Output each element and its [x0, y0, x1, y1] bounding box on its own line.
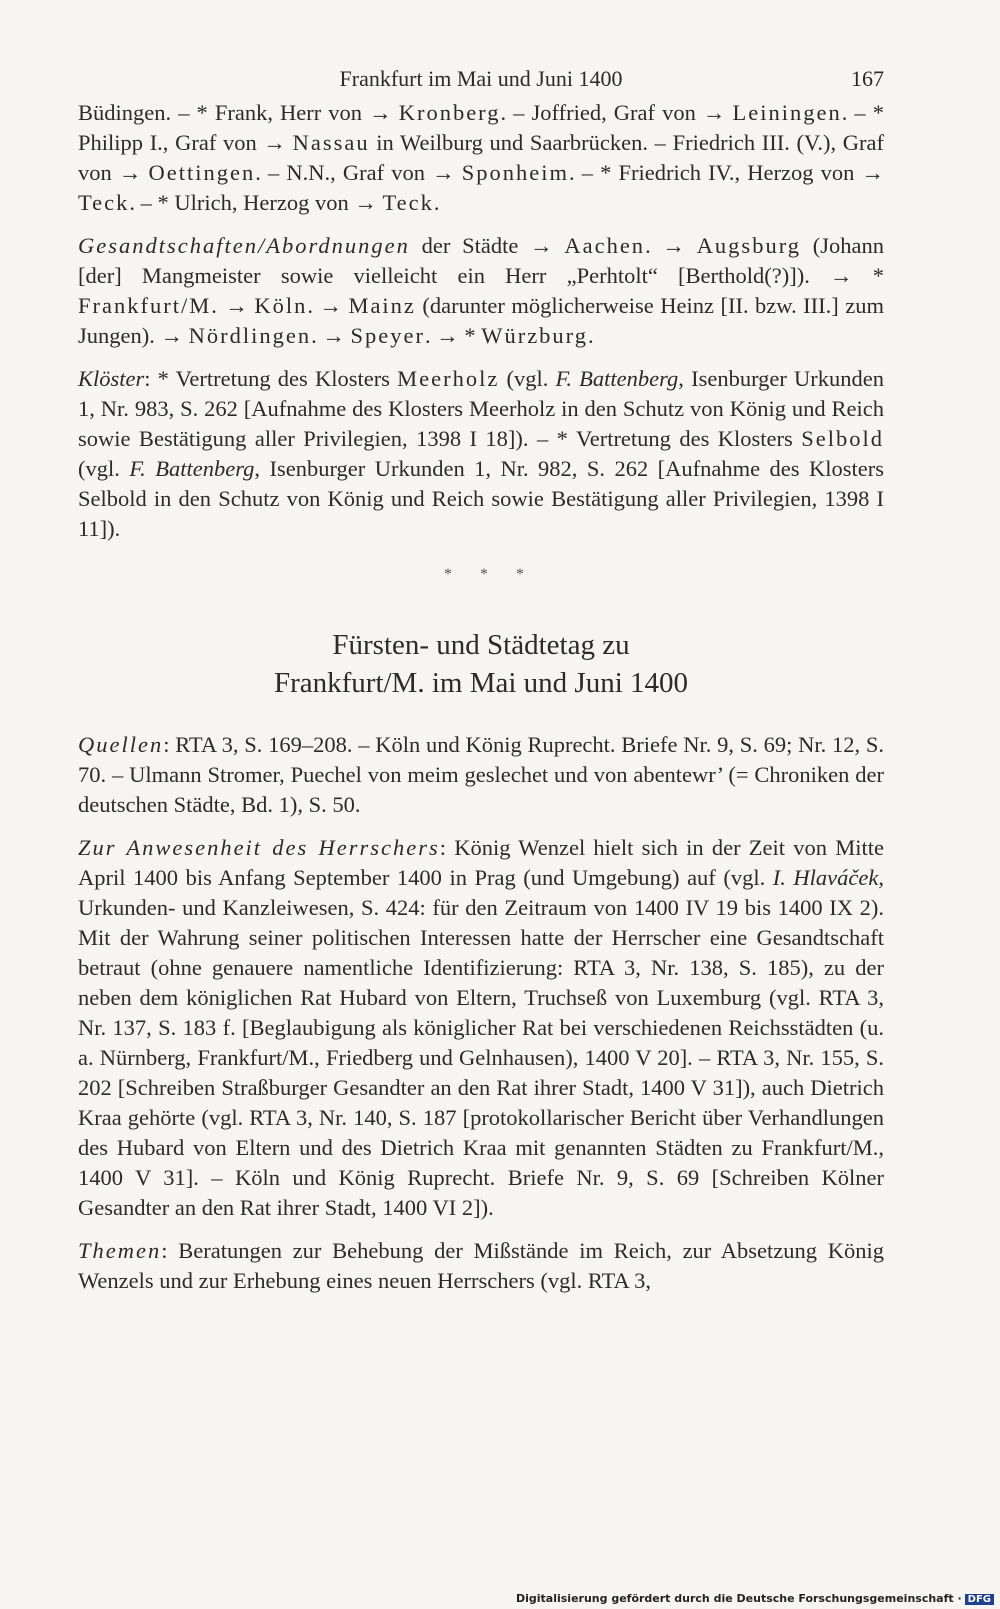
place-name: Nassau	[292, 130, 370, 155]
place-name: Aachen	[564, 233, 646, 258]
place-name: Teck	[78, 190, 130, 215]
place-name: Sponheim	[461, 160, 569, 185]
author-name: F. Battenberg	[555, 366, 679, 391]
place-name: Augsburg	[696, 233, 802, 258]
section-separator: * * *	[444, 566, 536, 583]
paragraph-label: Klöster	[78, 366, 145, 391]
paragraph-sources: Quellen: RTA 3, S. 169–208. – Köln und König Ruprecht. Briefe Nr. 9, S. 69; Nr. 12, S. 70. – Ulmann Stromer, Puechel von meim geslechet und von abentewr’ (= Chroniken der deutschen Städte, Bd. 1), S. 50.	[78, 732, 884, 817]
place-name: Leiningen	[732, 100, 842, 125]
paragraph-persons: Büdingen. – * Frank, Herr von → Kronberg. – Joffried, Graf von → Leiningen. – * Philipp I., Graf von → Nassau in Weilburg und Saarbrücken. – Friedrich III. (V.), Graf von → Oettingen. – N.N., Graf von → Sponheim. – * Friedrich IV., Herzog von → Teck. – * Ulrich, Herzog von → Teck.	[78, 100, 885, 215]
paragraph-label: Quellen	[78, 732, 164, 757]
dfg-logo: DFG	[965, 1594, 994, 1605]
place-name: Köln	[254, 293, 308, 318]
paragraph-label: Themen	[78, 1238, 162, 1263]
place-name: Nördlingen	[188, 323, 312, 348]
place-name: Oettingen	[148, 160, 256, 185]
paragraph-label: Gesandtschaften/Abordnungen	[78, 233, 410, 258]
place-name: Mainz	[348, 293, 416, 318]
place-name: Selbold	[801, 426, 884, 451]
paragraph-topics: Themen: Beratungen zur Behebung der Mißstände im Reich, zur Absetzung König Wenzels und zur Erhebung eines neuen Herrschers (vgl. RTA 3,	[78, 1238, 884, 1293]
place-name: Teck	[382, 190, 434, 215]
author-name: F. Battenberg	[129, 456, 255, 481]
digitization-credit	[516, 1592, 994, 1605]
paragraph-label: Zur Anwesenheit des Herrschers	[78, 835, 440, 860]
paragraph-monasteries: Klöster: * Vertretung des Klosters Meerholz (vgl. F. Battenberg, Isenburger Urkunden 1, Nr. 983, S. 262 [Aufnahme des Klosters Meerholz in den Schutz von König und Reich sowie Bestätigung aller Privilegien, 1398 I 18]). – * Vertretung des Klosters Selbold (vgl. F. Battenberg, Isenburger Urkunden 1, Nr. 982, S. 262 [Aufnahme des Klosters Selbold in den Schutz von König und Reich sowie Bestätigung aller Privilegien, 1398 I 11]).	[78, 366, 885, 541]
page-header	[78, 58, 884, 98]
paragraph-ruler-presence: Zur Anwesenheit des Herrschers: König Wenzel hielt sich in der Zeit von Mitte April 1400 bis Anfang September 1400 in Prag (und Umgebung) auf (vgl. I. Hlaváček, Urkunden- und Kanzleiwesen, S. 424: für den Zeitraum von 1400 IV 19 bis 1400 IX 2). Mit der Wahrung seiner politischen Interessen hatte der Herrscher eine Gesandtschaft betraut (ohne genauere namentliche Identifizierung: RTA 3, Nr. 138, S. 185), zu der neben dem königlichen Rat Hubard von Eltern, Truchseß von Luxemburg (vgl. RTA 3, Nr. 137, S. 183 f. [Beglaubigung als königlicher Rat bei verschiedenen Reichsstädten (u. a. Nürnberg, Frankfurt/M., Friedberg und Gelnhausen), 1400 V 20]. – RTA 3, Nr. 155, S. 202 [Schreiben Straßburger Gesandter an den Rat ihrer Stadt, 1400 V 31]), auch Dietrich Kraa gehörte (vgl. RTA 3, Nr. 140, S. 187 [protokollarischer Bericht über Verhandlungen des Hubard von Eltern und des Dietrich Kraa mit genannten Städten zu Frankfurt/M., 1400 V 31]. – Köln und König Ruprecht. Briefe Nr. 9, S. 69 [Schreiben Kölner Gesandter an den Rat ihrer Stadt, 1400 VI 2]).	[78, 835, 884, 1220]
document-page	[78, 58, 884, 1309]
place-name: Würzburg	[481, 323, 589, 348]
section-title-line: Frankfurt/M. im Mai und Juni 1400	[273, 667, 689, 699]
place-name: Frankfurt/M.	[78, 293, 219, 318]
running-title: Frankfurt im Mai und Juni 1400	[339, 66, 623, 91]
author-name: I. Hlaváček	[772, 865, 879, 890]
place-name: Meerholz	[397, 366, 500, 391]
place-name: Speyer	[350, 323, 425, 348]
place-name: Kronberg	[398, 100, 501, 125]
paragraph-embassies: Gesandtschaften/Abordnungen der Städte → Aachen. → Augsburg (Johann [der] Mangmeister sowie vielleicht ein Herr „Perhtolt“ [Berthold(?)]). → * Frankfurt/M. → Köln. → Mainz (darunter möglicherweise Heinz [II. bzw. III.] zum Jungen). → Nördlingen. → Speyer. → * Würzburg.	[78, 233, 885, 348]
section-title	[78, 626, 884, 702]
page-number: 167	[851, 66, 884, 91]
credit-text: Digitalisierung gefördert durch die Deutsche Forschungsgemeinschaft ·	[515, 1592, 962, 1605]
section-title-line: Fürsten- und Städtetag zu	[332, 629, 630, 661]
